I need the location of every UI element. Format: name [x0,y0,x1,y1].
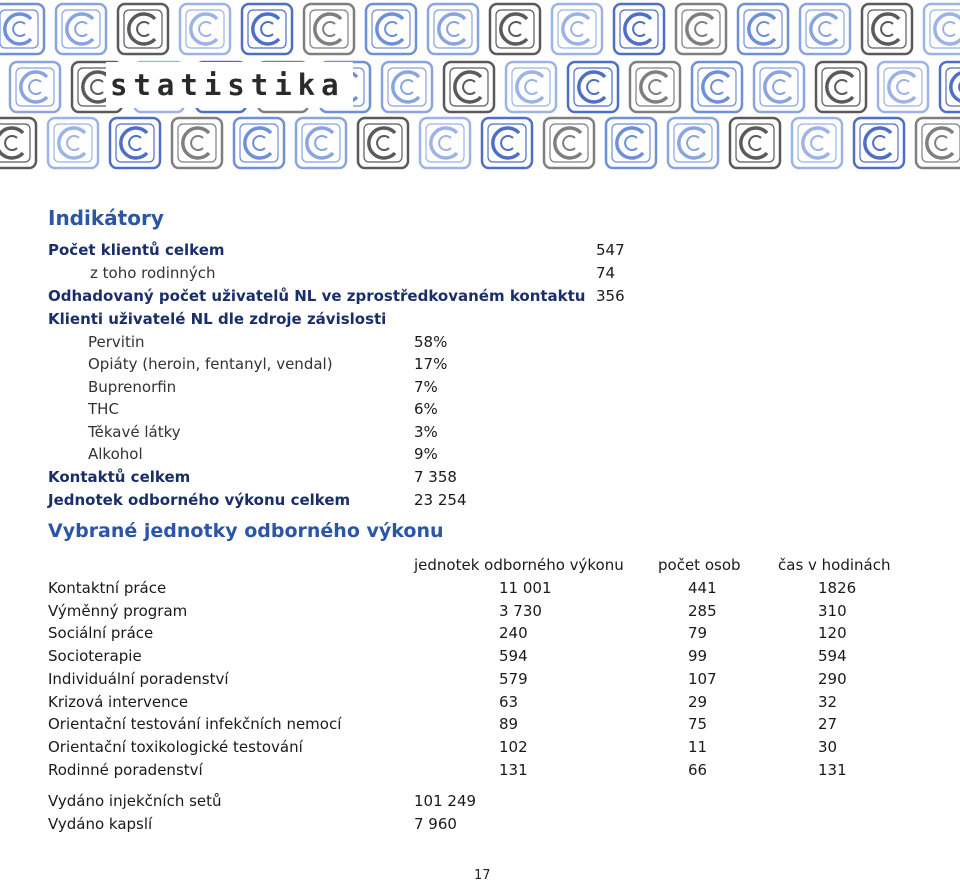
logo-tile [506,62,556,112]
service-label: Orientační testování infekčních nemocí [48,715,342,734]
service-persons: 285 [688,601,717,620]
family-clients-label: z toho rodinných [90,264,216,282]
logo-tile [48,118,98,168]
service-units: 11 001 [499,579,552,597]
logo-tile [544,118,594,168]
service-units: 579 [499,669,528,688]
service-hours: 310 [818,601,847,620]
logo-tile [428,4,478,54]
service-hours: 120 [818,624,847,643]
source-value: 17% [414,355,448,373]
logo-tile [552,4,602,54]
logo-tile [304,4,354,54]
service-hours: 27 [818,715,838,734]
services-heading: Vybrané jednotky odborného výkonu [48,520,444,542]
estimated-users-value: 356 [596,287,625,305]
logo-tile [916,118,960,168]
logo-tile [924,4,960,54]
contacts-total-label: Kontaktů celkem [48,468,191,486]
logo-tile [854,118,904,168]
contacts-total-value: 7 358 [414,468,457,486]
logo-tile [800,4,850,54]
logo-tile [10,62,60,112]
logo-tile [180,4,230,54]
logo-tile [482,118,532,168]
indicators-heading: Indikátory [48,206,164,230]
service-persons: 107 [688,669,717,688]
logo-tile [382,62,432,112]
logo-tile [118,4,168,54]
logo-tile [606,118,656,168]
source-value: 9% [414,445,438,463]
source-value: 6% [414,400,438,418]
logo-tile [366,4,416,54]
source-label: Opiáty (heroin, fentanyl, vendal) [88,355,333,373]
estimated-users-label: Odhadovaný počet uživatelů NL ve zprostředkovaném kontaktu [48,287,586,305]
column-header-units: jednotek odborného výkonu [414,556,624,574]
service-hours: 290 [818,669,847,688]
logo-tile [738,4,788,54]
logo-tile [358,118,408,168]
source-value: 58% [414,333,448,351]
page-title: statistika [106,62,353,108]
page-number: 17 [474,868,491,883]
family-clients-value: 74 [596,264,616,282]
source-value: 3% [414,423,438,441]
units-total-value: 23 254 [414,491,467,509]
injection-sets-label: Vydáno injekčních setů [48,792,222,810]
service-persons: 99 [688,647,708,666]
service-units: 240 [499,624,528,643]
logo-tile [56,4,106,54]
source-label: THC [88,400,119,418]
logo-tile [816,62,866,112]
logo-tile [630,62,680,112]
logo-tile [692,62,742,112]
service-persons: 75 [688,715,708,734]
logo-tile [792,118,842,168]
logo-tile [754,62,804,112]
capsules-label: Vydáno kapslí [48,815,153,833]
service-persons: 441 [688,579,717,597]
units-total-label: Jednotek odborného výkonu celkem [48,491,351,509]
service-label: Socioterapie [48,647,142,666]
source-label: Těkavé látky [88,423,181,441]
service-label: Výměnný program [48,601,188,620]
logo-tile [940,62,960,112]
service-label: Sociální práce [48,624,154,643]
logo-tile [296,118,346,168]
service-label: Individuální poradenství [48,669,229,688]
total-clients-value: 547 [596,241,625,259]
service-units: 63 [499,692,519,711]
logo-tile [676,4,726,54]
service-units: 3 730 [499,601,542,620]
logo-tile [110,118,160,168]
service-persons: 11 [688,737,708,756]
logo-tile [172,118,222,168]
service-label: Kontaktní práce [48,579,167,597]
column-header-hours: čas v hodinách [778,556,891,574]
source-label: Buprenorfin [88,378,177,396]
logo-tile [234,118,284,168]
logo-tile [242,4,292,54]
source-label: Pervitin [88,333,145,351]
service-hours: 32 [818,692,838,711]
logo-tile [878,62,928,112]
logo-tile [568,62,618,112]
service-persons: 29 [688,692,708,711]
service-label: Rodinné poradenství [48,760,203,779]
service-label: Orientační toxikologické testování [48,737,303,756]
service-persons: 79 [688,624,708,643]
logo-tile [0,4,44,54]
service-label: Krizová intervence [48,692,189,711]
logo-tile [420,118,470,168]
service-hours: 1826 [818,579,857,597]
header-banner [0,0,960,172]
total-clients-label: Počet klientů celkem [48,241,225,259]
service-hours: 131 [818,760,847,779]
logo-tile [0,118,36,168]
logo-tile [862,4,912,54]
service-units: 102 [499,737,528,756]
source-label: Alkohol [88,445,143,463]
logo-tile [444,62,494,112]
injection-sets-value: 101 249 [414,792,477,810]
source-heading: Klienti uživatelé NL dle zdroje závislosti [48,310,387,328]
service-hours: 30 [818,737,838,756]
service-persons: 66 [688,760,708,779]
capsules-value: 7 960 [414,815,457,833]
service-units: 89 [499,715,519,734]
service-units: 131 [499,760,528,779]
logo-tile [614,4,664,54]
logo-tile [668,118,718,168]
service-units: 594 [499,647,528,666]
source-value: 7% [414,378,438,396]
column-header-persons: počet osob [658,556,741,574]
logo-tile [490,4,540,54]
logo-tile [730,118,780,168]
service-hours: 594 [818,647,847,666]
